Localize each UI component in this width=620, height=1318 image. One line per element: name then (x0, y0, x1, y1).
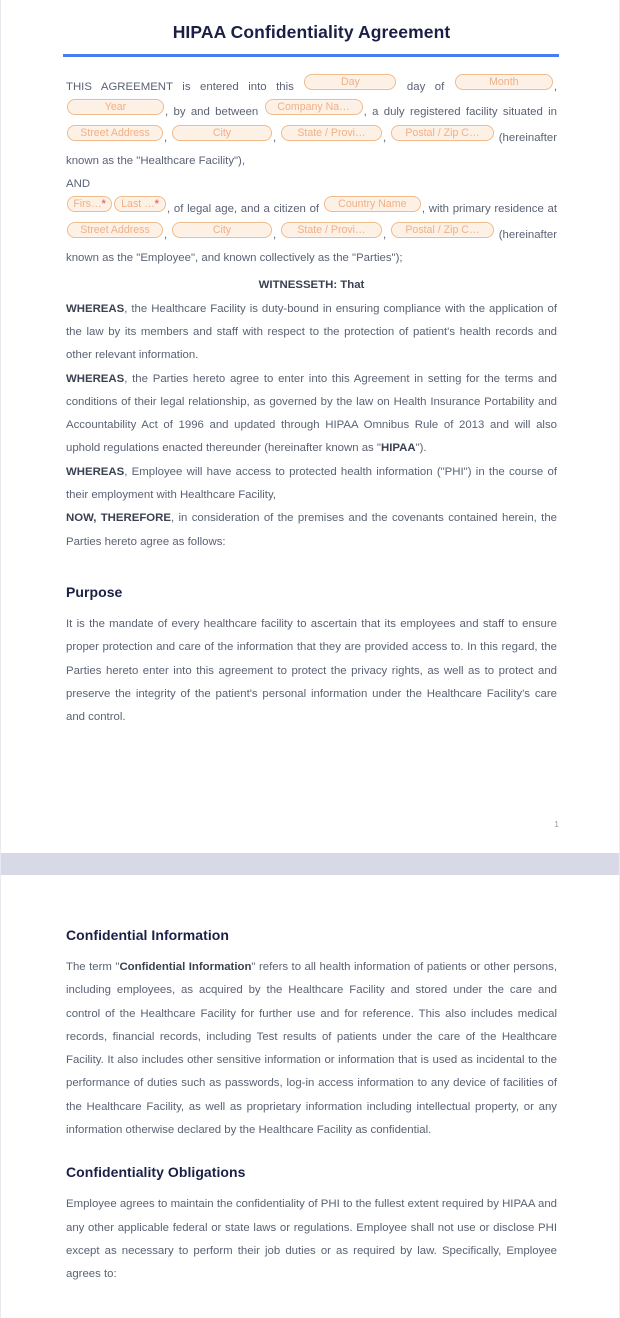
day-field[interactable]: Day (304, 74, 396, 90)
facility-state-field[interactable]: State / Provi… (281, 125, 382, 141)
intro-text-2: day of (406, 81, 445, 93)
employee-state-field[interactable]: State / Provi… (281, 222, 382, 238)
recital-4-lead: NOW, THEREFORE (66, 512, 171, 525)
recital-1-text: , the Healthcare Facility is duty-bound in ensuring compliance with the application of the law by its members and staff with respect to the protection of patient's health records and other relevant information. (66, 302, 557, 362)
page-separator (0, 853, 620, 875)
confidentiality-obligations-heading: Confidentiality Obligations (66, 1164, 246, 1181)
employee-comma-1: , (164, 228, 168, 241)
employee-paragraph (66, 196, 557, 270)
intro-text-9: (hereinafter known as the "Healthcare Facility"), (66, 131, 558, 167)
recital-2-emphasis: HIPAA (380, 442, 416, 455)
purpose-body: It is the mandate of every healthcare facility to ascertain that its employees and staff to ensure proper protection and care of the information that they are provided access to. In this regard, the Parties hereto enter into this agreement to protect the privacy rights, as well as to protect and preserve the integrity of the patient's personal information under the Healthcare Facility's care and control. (66, 617, 557, 724)
intro-paragraph (66, 74, 557, 173)
country-name-field[interactable]: Country Name (324, 196, 421, 212)
recital-3 (66, 461, 557, 508)
recital-4-text: , in consideration of the premises and the covenants contained herein, the Parties hereto agree as follows: (66, 512, 557, 548)
page-number: 1 (554, 819, 559, 829)
intro-comma-4: , (382, 131, 387, 144)
title-divider (63, 54, 559, 57)
recital-1-lead: WHEREAS (66, 302, 125, 315)
recital-2-text-b: "). (415, 442, 427, 455)
recital-2 (66, 368, 557, 461)
company-name-field[interactable]: Company Na… (265, 99, 363, 115)
intro-text-1: THIS AGREEMENT is entered into this (66, 81, 294, 93)
and-label: AND (66, 178, 91, 191)
recital-3-text: , Employee will have access to protected health information ("PHI") in the course of their employment with Healthcare Facility, (66, 465, 557, 502)
ci-text-b: " refers to all health information of patients or other persons, including employees, as acquired by the Healthcare Facility and stored under the care and control of the Healthcare Facility for further use and for reference. This also includes medical records, financial records, including Test results of patients under the care of the Healthcare Facility. It also includes other sensitive information or information that is used as incidental to the performance of duties such as passwords, log-in access information to any device of facilities of the Healthcare Facility, as well as proprietary information including intellectual property, or any information otherwise declared by the Healthcare Facility as confidential. (66, 961, 557, 1137)
employee-text-2: , with primary residence at (421, 203, 557, 216)
intro-comma-2: , (164, 131, 168, 144)
employee-comma-3: , (382, 228, 387, 241)
month-field[interactable]: Month (455, 74, 553, 90)
employee-postal-field[interactable]: Postal / Zip C… (391, 222, 494, 238)
first-name-field[interactable]: Firs…* (67, 196, 112, 212)
recital-2-text-a: , the Parties hereto agree to enter into this Agreement in setting for the terms and conditions of their legal relationship, as governed by the law on Health Insurance Portability and Accountability Act of 1996 and updated through HIPAA Omnibus Rule of 2013 and will also uphold regulations enacted thereunder (hereinafter known as " (66, 372, 557, 455)
last-name-field[interactable]: Last …* (114, 196, 166, 212)
employee-city-field[interactable]: City (172, 222, 272, 238)
facility-postal-field[interactable]: Postal / Zip C… (391, 125, 494, 141)
employee-text-6: (hereinafter known as the "Employee", and known collectively as the "Parties"); (66, 228, 558, 265)
recital-2-lead: WHEREAS (66, 372, 125, 385)
recital-3-lead: WHEREAS (66, 465, 125, 478)
document-page-2 (0, 875, 620, 1318)
intro-comma-3: , (272, 131, 277, 144)
employee-comma-2: , (272, 228, 277, 241)
employee-street-address-field[interactable]: Street Address (67, 222, 163, 238)
recital-4 (66, 507, 557, 554)
last-name-required-marker: * (154, 198, 159, 211)
employee-text-1: , of legal age, and a citizen of (167, 203, 320, 216)
ci-text-a: The term " (66, 961, 120, 973)
ci-emphasis: Confidential Information (119, 961, 252, 973)
first-name-required-marker: * (101, 198, 106, 211)
confidentiality-obligations-body: Employee agrees to maintain the confidentiality of PHI to the fullest extent required by HIPAA and any other applicable federal or state laws or regulations. Employee shall not use or disclose PHI except as necessary to perform their job duties or as required by law. Specifically, Employee agrees to: (66, 1198, 557, 1281)
page-title: HIPAA Confidentiality Agreement (172, 22, 451, 42)
recital-1 (66, 298, 557, 368)
witnesseth-heading: WITNESSETH: That (258, 279, 365, 292)
purpose-heading: Purpose (66, 583, 123, 600)
confidential-information-heading: Confidential Information (66, 927, 229, 943)
intro-text-5: , a duly registered facility situated in (363, 106, 557, 119)
facility-city-field[interactable]: City (172, 125, 272, 141)
intro-text-4: , by and between (165, 106, 259, 119)
year-field[interactable]: Year (67, 99, 164, 115)
facility-street-address-field[interactable]: Street Address (67, 125, 163, 141)
confidential-information-body (66, 956, 557, 1142)
intro-comma-1: , (553, 81, 557, 93)
